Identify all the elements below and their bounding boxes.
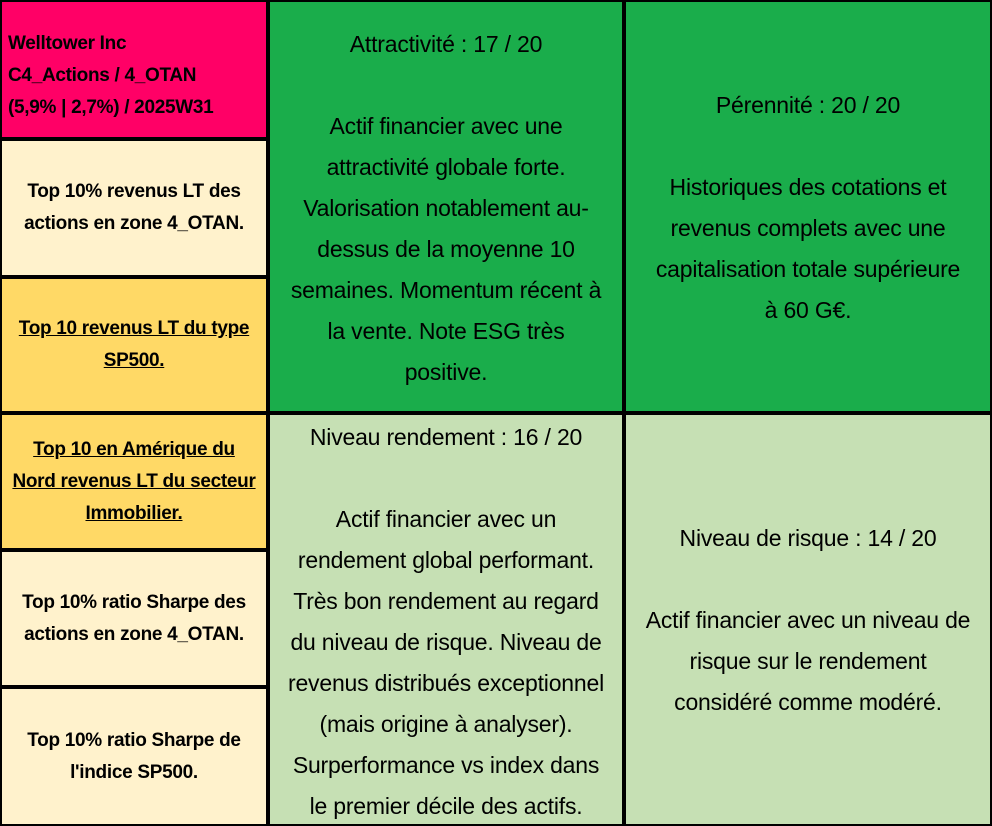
- ranking-text-line: Top 10 en Amérique du: [33, 438, 235, 460]
- asset-title-cell: [0, 0, 268, 139]
- description-line: Surperformance vs index dans: [292, 752, 600, 778]
- description-line: Actif financier avec un niveau de: [645, 607, 971, 633]
- score-heading: Niveau rendement : 16 / 20: [309, 424, 583, 450]
- score-heading: Niveau de risque : 14 / 20: [679, 525, 937, 551]
- description-line: le premier décile des actifs.: [309, 793, 583, 819]
- description-line: revenus distribués exceptionnel: [288, 670, 604, 696]
- description-line: à 60 G€.: [764, 297, 852, 323]
- description-line: dessus de la moyenne 10: [317, 236, 575, 262]
- score-heading: Pérennité : 20 / 20: [715, 92, 901, 118]
- ranking-cell-5: [0, 687, 268, 826]
- ranking-text-line: Top 10% revenus LT des: [27, 181, 241, 202]
- description-line: Valorisation notablement au-: [303, 195, 589, 221]
- description-line: capitalisation totale supérieure: [655, 256, 961, 282]
- asset-category: C4_Actions / 4_OTAN: [8, 65, 197, 86]
- ranking-text-line: Immobilier.: [85, 502, 183, 524]
- score-panel-rendement: [268, 413, 624, 826]
- ranking-cell-4: [0, 550, 268, 687]
- description-line: considéré comme modéré.: [674, 689, 942, 715]
- description-line: Historiques des cotations et: [669, 174, 947, 200]
- description-line: Actif financier avec une: [329, 113, 563, 139]
- panel-spacer: [270, 65, 622, 106]
- score-heading: Attractivité : 17 / 20: [349, 31, 543, 57]
- ranking-text-line: Nord revenus LT du secteur: [12, 470, 256, 492]
- description-line: revenus complets avec une: [670, 215, 946, 241]
- ranking-text-line: actions en zone 4_OTAN.: [24, 213, 244, 234]
- ranking-cell-2: [0, 277, 268, 413]
- panel-spacer: [270, 458, 622, 499]
- description-line: positive.: [404, 359, 488, 385]
- description-line: la vente. Note ESG très: [327, 318, 565, 344]
- description-line: Actif financier avec un: [335, 506, 557, 532]
- description-line: Très bon rendement au regard: [293, 588, 599, 614]
- description-line: semaines. Momentum récent à: [290, 277, 602, 303]
- score-description: [626, 167, 990, 331]
- ranking-cell-3: [0, 413, 268, 550]
- panel-spacer: [626, 559, 990, 600]
- ranking-cell-1: [0, 139, 268, 277]
- description-line: rendement global performant.: [297, 547, 595, 573]
- score-panel-perennite: [624, 0, 992, 413]
- ranking-text-line: Top 10% ratio Sharpe de: [27, 729, 241, 751]
- description-line: risque sur le rendement: [689, 648, 927, 674]
- score-description: [270, 106, 622, 393]
- asset-rates-week: (5,9% | 2,7%) / 2025W31: [8, 97, 214, 118]
- ranking-text-line: Top 10 revenus LT du type: [18, 318, 250, 339]
- description-line: (mais origine à analyser).: [319, 711, 573, 737]
- asset-name: Welltower Inc: [8, 33, 127, 54]
- ranking-text-line: actions en zone 4_OTAN.: [24, 623, 244, 645]
- description-line: du niveau de risque. Niveau de: [290, 629, 602, 655]
- ranking-text-line: SP500.: [103, 350, 165, 371]
- asset-title: [8, 28, 213, 124]
- score-panel-attractivite: [268, 0, 624, 413]
- score-description: [626, 600, 990, 723]
- score-description: [270, 499, 622, 826]
- score-panel-risque: [624, 413, 992, 826]
- description-line: attractivité globale forte.: [326, 154, 566, 180]
- ranking-text-line: Top 10% ratio Sharpe des: [22, 591, 246, 613]
- panel-spacer: [626, 126, 990, 167]
- ranking-text-line: l'indice SP500.: [70, 761, 198, 783]
